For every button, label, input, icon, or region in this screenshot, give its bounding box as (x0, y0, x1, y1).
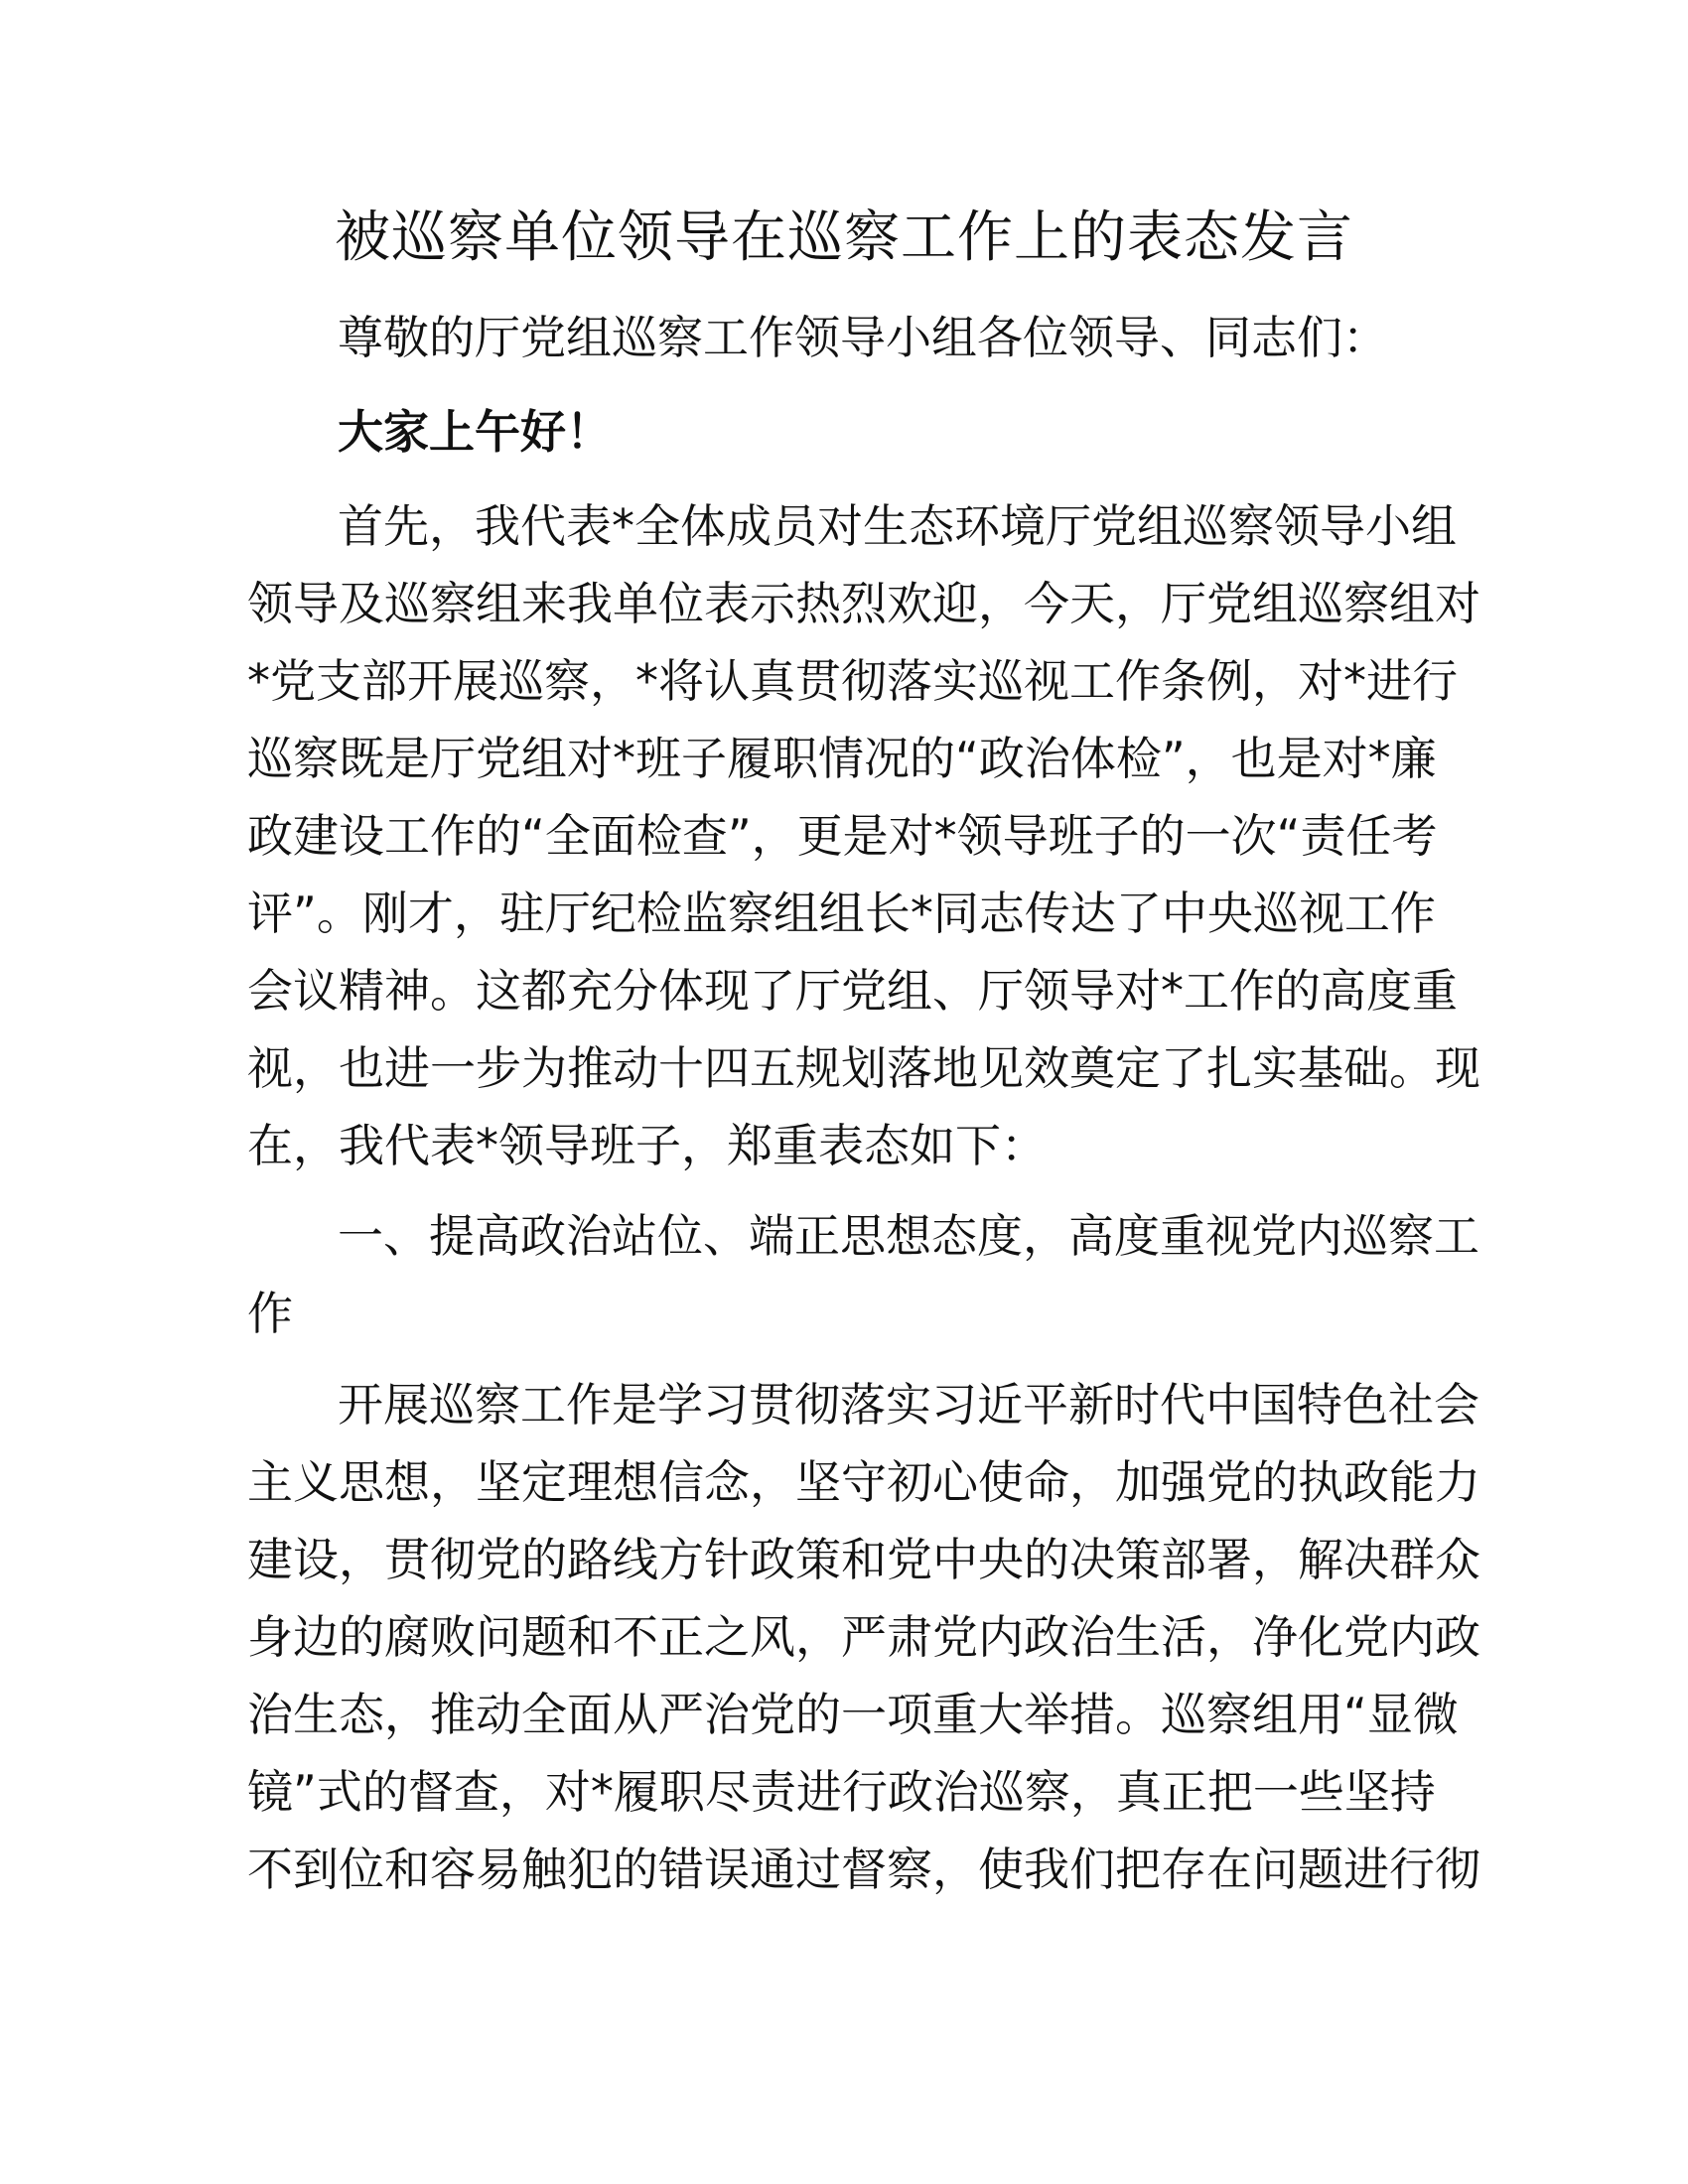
paragraph-1-line: 在，我代表*领导班子，郑重表态如下： (247, 1119, 1047, 1172)
paragraph-2-line: 治生态，推动全面从严治党的一项重大举措。巡察组用“显微 (247, 1688, 1459, 1741)
section-heading: 作 (247, 1287, 293, 1340)
greeting: 大家上午好！ (338, 405, 612, 459)
section-heading: 一、提高政治站位、端正思想态度，高度重视党内巡察工 (338, 1209, 1479, 1263)
paragraph-2-line: 不到位和容易触犯的错误通过督察，使我们把存在问题进行彻 (247, 1843, 1480, 1896)
paragraph-1-line: 视，也进一步为推动十四五规划落地见效奠定了扎实基础。现 (247, 1041, 1480, 1095)
paragraph-2-line: 身边的腐败问题和不正之风，严肃党内政治生活，净化党内政 (247, 1610, 1480, 1664)
paragraph-1-line: 首先，我代表*全体成员对生态环境厅党组巡察领导小组 (338, 499, 1457, 553)
paragraph-2-line: 建设，贯彻党的路线方针政策和党中央的决策部署，解决群众 (247, 1533, 1480, 1586)
paragraph-1-line: *党支部开展巡察，*将认真贯彻落实巡视工作条例，对*进行 (247, 654, 1458, 708)
paragraph-2-line: 镜”式的督查，对*履职尽责进行政治巡察，真正把一些坚持 (247, 1765, 1436, 1819)
paragraph-1-line: 会议精神。这都充分体现了厅党组、厅领导对*工作的高度重 (247, 964, 1458, 1018)
paragraph-1-line: 评”。刚才，驻厅纪检监察组组长*同志传达了中央巡视工作 (247, 887, 1436, 940)
document-title: 被巡察单位领导在巡察工作上的表态发言 (335, 205, 1353, 270)
paragraph-1-line: 领导及巡察组来我单位表示热烈欢迎，今天，厅党组巡察组对 (247, 577, 1480, 630)
salutation: 尊敬的厅党组巡察工作领导小组各位领导、同志们： (338, 311, 1388, 364)
paragraph-1-line: 政建设工作的“全面检查”，更是对*领导班子的一次“责任考 (247, 809, 1438, 863)
paragraph-2-line: 开展巡察工作是学习贯彻落实习近平新时代中国特色社会 (338, 1378, 1479, 1432)
paragraph-1-line: 巡察既是厅党组对*班子履职情况的“政治体检”，也是对*廉 (247, 732, 1437, 785)
paragraph-2-line: 主义思想，坚定理想信念，坚守初心使命，加强党的执政能力 (247, 1455, 1480, 1509)
